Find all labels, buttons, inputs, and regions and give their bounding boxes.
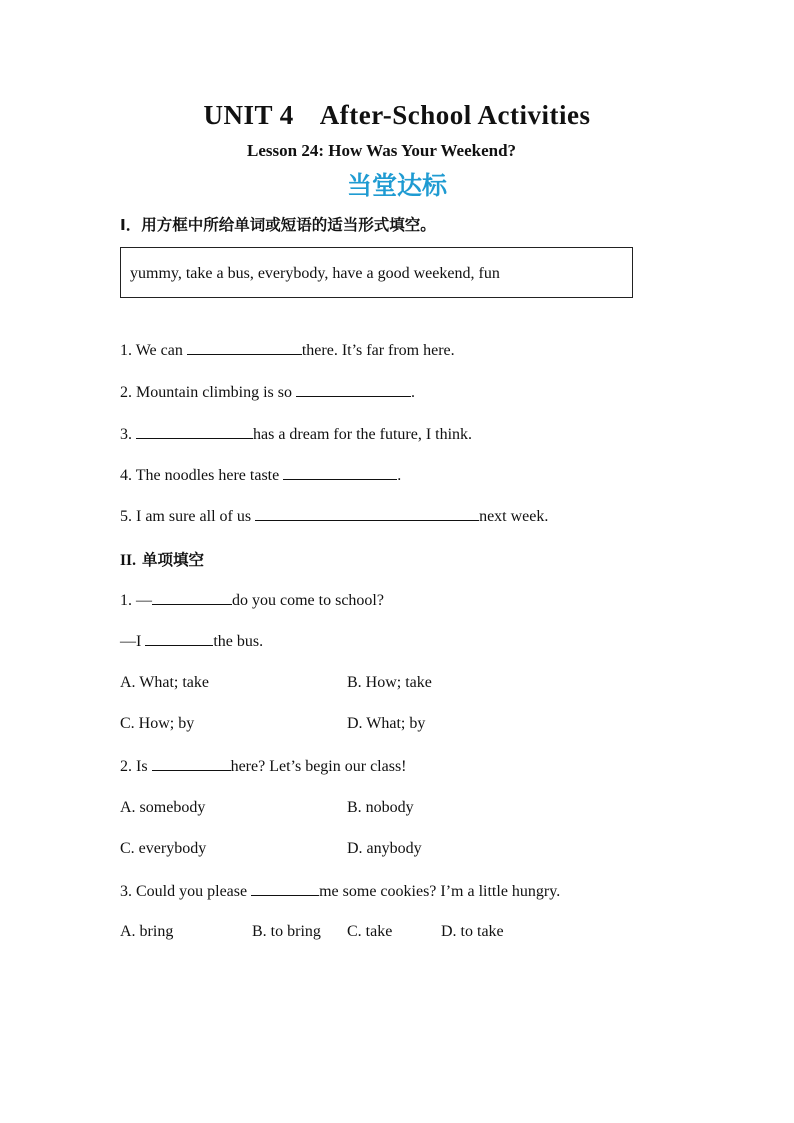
answer-blank[interactable] — [136, 424, 253, 439]
question-text: next week. — [479, 508, 549, 525]
section2-title: 单项填空 — [141, 551, 204, 569]
question-text: 1. — — [120, 592, 152, 609]
answer-blank[interactable] — [145, 631, 213, 646]
option-a[interactable]: A. bring — [120, 923, 174, 940]
question-text: 2. Mountain climbing is so — [120, 384, 296, 401]
mc-question-1 — [120, 590, 384, 611]
fill-question-2 — [120, 382, 415, 403]
answer-blank[interactable] — [152, 756, 231, 771]
section2-number: II. — [120, 552, 136, 569]
question-text: me some cookies? I’m a little hungry. — [319, 883, 561, 900]
fill-question-4 — [120, 465, 401, 486]
answer-blank[interactable] — [283, 465, 397, 480]
question-text: there. It’s far from here. — [301, 342, 455, 359]
option-a[interactable]: A. What; take — [120, 674, 210, 691]
mc-question-3 — [120, 881, 560, 902]
option-b[interactable]: B. How; take — [347, 674, 432, 691]
question-text: here? Let’s begin our class! — [230, 758, 407, 775]
question-text: 5. I am sure all of us — [120, 508, 256, 525]
section1-heading: Ⅰ．用方框中所给单词或短语的适当形式填空。 — [120, 216, 436, 234]
fill-question-5 — [120, 506, 548, 527]
option-d[interactable]: D. to take — [441, 923, 504, 940]
fill-question-1 — [120, 340, 455, 361]
answer-blank[interactable] — [251, 881, 319, 896]
answer-blank[interactable] — [187, 340, 302, 355]
question-text: . — [397, 467, 402, 484]
mc-question-2 — [120, 756, 407, 777]
question-text: 1. We can — [120, 342, 187, 359]
question-text: 4. The noodles here taste — [120, 467, 284, 484]
question-text: 3. Could you please — [120, 883, 252, 900]
option-b[interactable]: B. nobody — [347, 799, 414, 816]
option-c[interactable]: C. take — [347, 923, 393, 940]
option-c[interactable]: C. everybody — [120, 840, 207, 857]
question-text: 3. — [120, 426, 136, 443]
option-c[interactable]: C. How; by — [120, 715, 195, 732]
section2-heading — [120, 548, 204, 570]
option-d[interactable]: D. anybody — [347, 840, 422, 857]
option-a[interactable]: A. somebody — [120, 799, 206, 816]
option-d[interactable]: D. What; by — [347, 715, 426, 732]
question-text: 2. Is — [120, 758, 152, 775]
question-text: the bus. — [213, 633, 264, 650]
unit-name: After-School Activities — [319, 100, 591, 130]
question-text: has a dream for the future, I think. — [253, 426, 473, 443]
question-text: —I — [120, 633, 146, 650]
fill-question-3 — [120, 424, 472, 445]
lesson-title: Lesson 24: How Was Your Weekend? — [247, 141, 517, 160]
question-text: . — [411, 384, 415, 401]
option-b[interactable]: B. to bring — [252, 923, 321, 940]
unit-label: UNIT 4 — [203, 100, 294, 130]
question-text: do you come to school? — [232, 592, 384, 609]
word-box: yummy, take a bus, everybody, have a good weekend, fun — [120, 247, 633, 298]
mc-question-1-reply — [120, 631, 263, 652]
answer-blank[interactable] — [152, 590, 232, 605]
unit-title — [0, 100, 794, 131]
answer-blank[interactable] — [255, 506, 479, 521]
cn-title: 当堂达标 — [346, 171, 447, 200]
answer-blank[interactable] — [296, 382, 411, 397]
